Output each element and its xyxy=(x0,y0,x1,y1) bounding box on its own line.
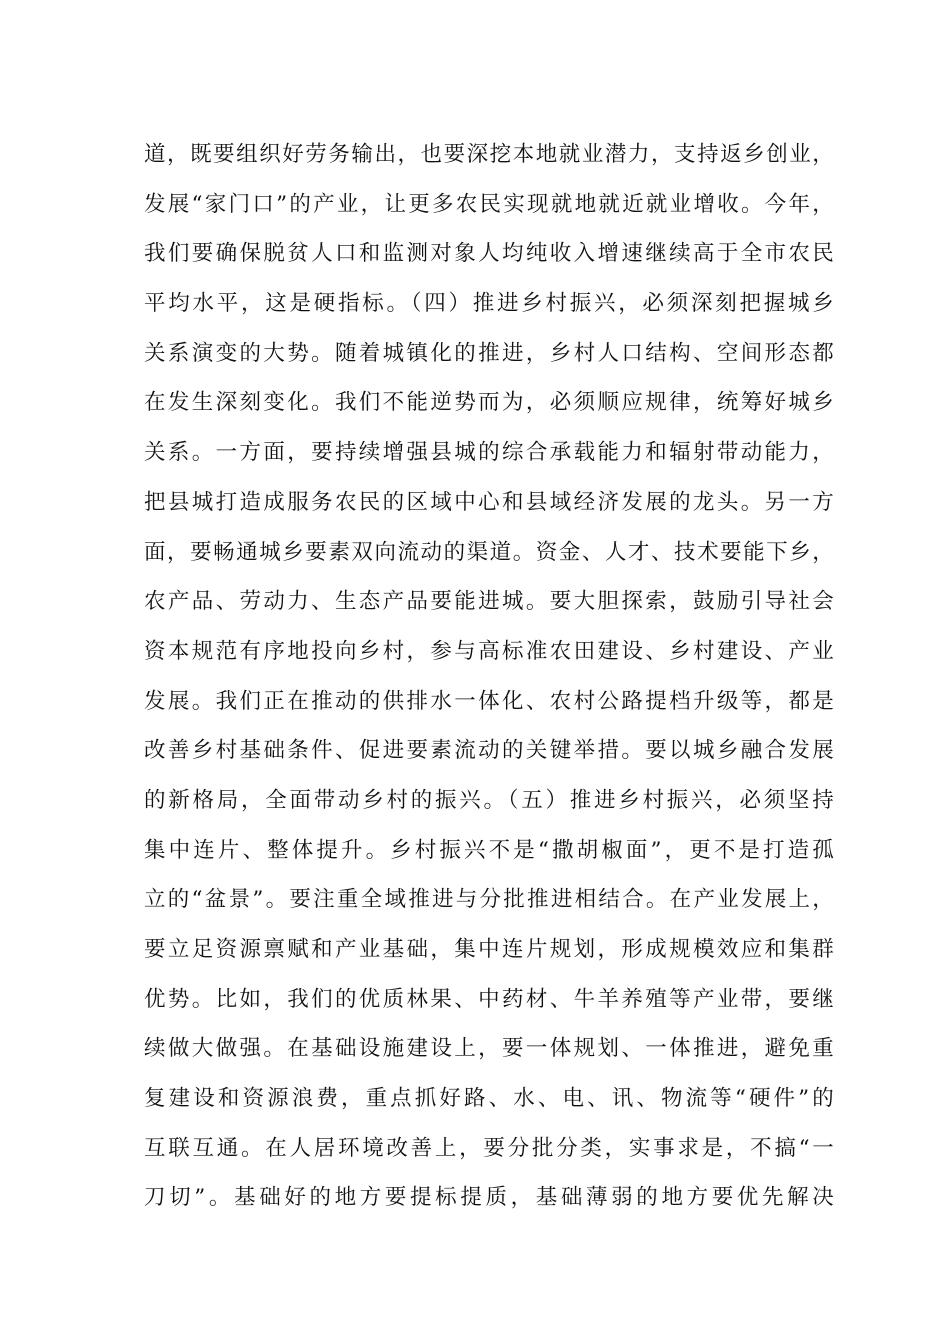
text-line: 复建设和资源浪费，重点抓好路、水、电、讯、物流等“硬件”的 xyxy=(144,1086,834,1112)
text-line: 要立足资源禀赋和产业基础，集中连片规划，形成规模效应和集群 xyxy=(144,937,834,962)
text-line: 刀切”。基础好的地方要提标提质，基础薄弱的地方要优先解决 xyxy=(144,1185,834,1211)
text-line: 发展“家门口”的产业，让更多农民实现就地就近就业增收。今年， xyxy=(144,191,834,217)
text-line: 关系演变的大势。随着城镇化的推进，乡村人口结构、空间形态都 xyxy=(144,340,834,366)
text-line: 优势。比如，我们的优质林果、中药材、牛羊养殖等产业带，要继 xyxy=(144,986,834,1012)
text-line: 发展。我们正在推动的供排水一体化、农村公路提档升级等，都是 xyxy=(144,688,834,714)
text-line: 集中连片、整体提升。乡村振兴不是“撒胡椒面”，更不是打造孤 xyxy=(144,837,834,863)
text-line: 关系。一方面，要持续增强县城的综合承载能力和辐射带动能力， xyxy=(144,440,834,466)
text-line: 我们要确保脱贫人口和监测对象人均纯收入增速继续高于全市农民 xyxy=(144,241,834,267)
text-line: 农产品、劳动力、生态产品要能进城。要大胆探索，鼓励引导社会 xyxy=(144,589,834,615)
text-line: 道，既要组织好劳务输出，也要深挖本地就业潜力，支持返乡创业， xyxy=(144,142,834,167)
text-line: 续做大做强。在基础设施建设上，要一体规划、一体推进，避免重 xyxy=(144,1036,834,1062)
text-line: 平均水平，这是硬指标。（四）推进乡村振兴，必须深刻把握城乡 xyxy=(144,291,834,317)
text-line: 改善乡村基础条件、促进要素流动的关键举措。要以城乡融合发展 xyxy=(144,738,834,764)
text-line: 资本规范有序地投向乡村，参与高标准农田建设、乡村建设、产业 xyxy=(144,638,834,664)
text-line: 立的“盆景”。要注重全域推进与分批推进相结合。在产业发展上， xyxy=(144,887,834,913)
body-text xyxy=(144,130,834,1223)
text-line: 面，要畅通城乡要素双向流动的渠道。资金、人才、技术要能下乡， xyxy=(144,539,834,565)
text-line: 的新格局，全面带动乡村的振兴。（五）推进乡村振兴，必须坚持 xyxy=(144,787,834,813)
text-line: 把县城打造成服务农民的区域中心和县域经济发展的龙头。另一方 xyxy=(144,489,834,515)
text-line: 互联互通。在人居环境改善上，要分批分类，实事求是，不搞“一 xyxy=(144,1135,834,1161)
text-line: 在发生深刻变化。我们不能逆势而为，必须顺应规律，统筹好城乡 xyxy=(144,390,834,416)
